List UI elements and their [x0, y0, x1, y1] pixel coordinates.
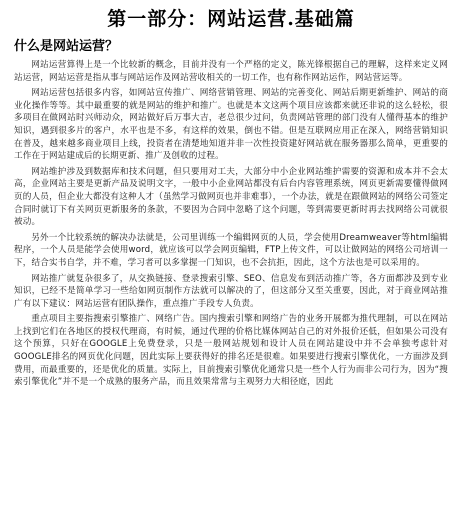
body-text [14, 59, 448, 521]
paragraph: 网站推广就复杂很多了，从交换链接、登录搜索引擎、SEO、信息发布到活动推广等，各方面都涉及到专业知识，已经不是简单学习一些给如网页制作方法就可以解决的了，但这部分又至关重要，因此，对于商业网站推广有以下建议：网站运营有团队操作，重点推广手段专人负责。 [14, 273, 448, 309]
paragraph: 重点项目主要指搜索引擎推广、网络广告。国内搜索引擎和网络广告的业务开展都为推代理制，可以在网站上找到它们在各地区的授权代理商，有时候，通过代理的价格比媒体网站自己的对外报价还低，但如果公司没有这个预算，只好在GOOGLE上免费登录，只是一般网站规划和设计人员在网站建设中并不会单独考虑针对GOOGLE排名的网页优化问题，因此实际上要获得好的排名还是很难。如果要进行搜索引擎优化，一方面涉及到费用，而最重要的，还是优化的质量。实际上，目前搜索引擎优化通常只是一些个人行为而非公司行为，因为“搜索引擎优化”并不是一个成熟的服务产品，而且效果常常与主观努力大相径庭，因此 [14, 314, 448, 388]
section-heading: 什么是网站运营？ [14, 39, 119, 54]
page-title: 第一部分：网站运营.基础篇 [107, 8, 355, 30]
paragraph: 网站运营算得上是一个比较新的概念，目前并没有一个严格的定义，陈光锋根据自己的理解，这样来定义网站运营，网站运营是指从事与网站运作及网站营收相关的一切工作，也有称作网站运作，网站营运等。 [14, 60, 448, 83]
paragraph: 另外一个比较系统的解决办法就是，公司里训练一个编辑网页的人员，学会使用Dreamweaver等html编辑程序，一个人员是能学会使用word，就应该可以学会网页编辑，FTP上传文件，可以让做网站的网络公司培训一下，结合实书自学，并不难，学习者可以多掌握一门知识，也不会抗拒，因此，这个方法也是可以采用的。 [14, 232, 448, 268]
paragraph: 网站运营包括很多内容，如网站宣传推广、网络营销管理、网站的完善变化、网站后期更新维护、网站的商业化操作等等。其中最重要的就是网站的维护和推广。也就是本文这两个项目应该都来就还非说的这么轻松，很多项目在做网站时兴师动众，网站做好后万事大吉，老总很少过问，负责网站管理的部门没有人懂得基本的维护知识，遇到很多片的客户，水平也是不多，有这样的效果，倒也不错。但是互联网应用正在深入，网络营销知识在普及，越来越多商业项目上线，投资者在清楚地知道并非一次性投资建好网站就在服务器那么简单，更重要的工作在于网站建成后的长期更新、推广及创收的过程。 [14, 88, 448, 162]
paragraph: 网站维护涉及到数据库和技术问题，但只要用对工夫，大部分中小企业网站维护需要的资源和成本并不会太高，企业网站主要是更新产品及说明文字，一般中小企业网站都没有后台内容管理系统，网页更新需要懂得做网页的人员，但企业大都没有这种人才（虽然学习做网页也并非难事），一个办法，就是在跟做网站的网络公司签定合同时就订下有关网页更新服务的条款，不要因为合同中忽略了这个问题，等到需要更新时再去找网络公司就很被动。 [14, 166, 448, 228]
